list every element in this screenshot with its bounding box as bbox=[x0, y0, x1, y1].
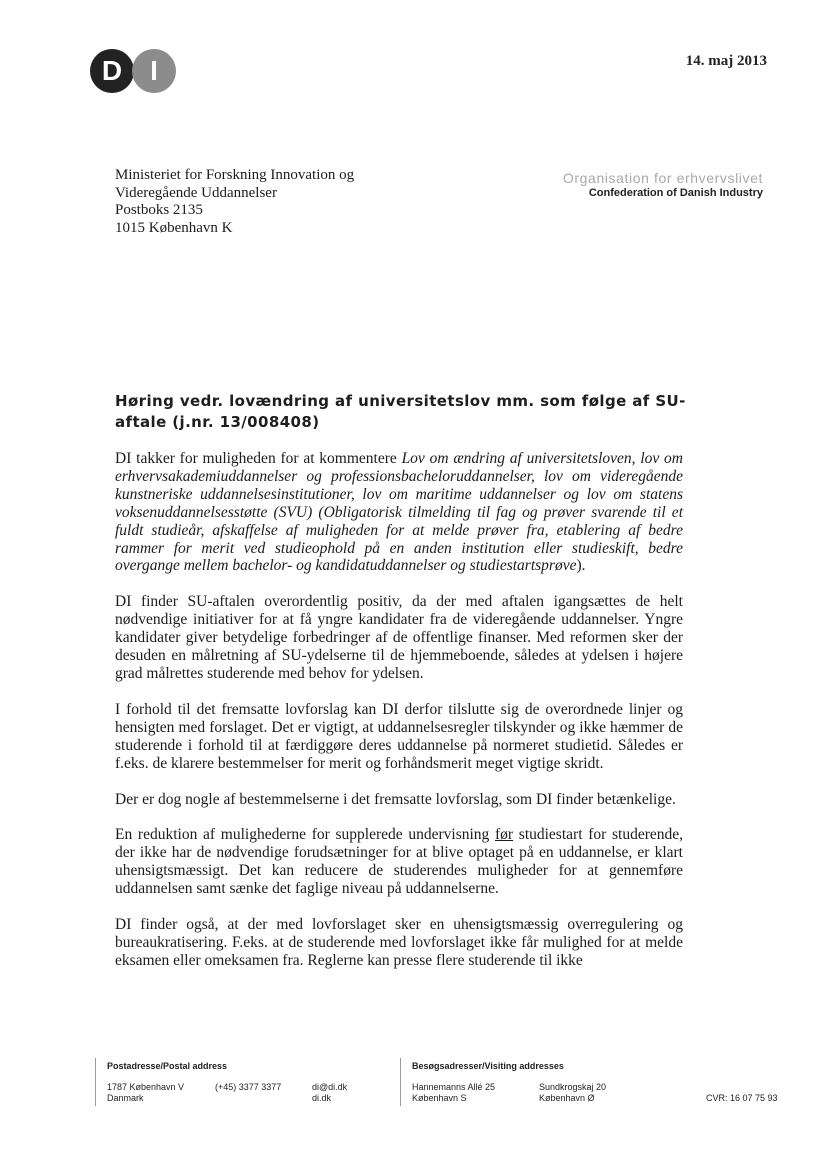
recipient-line: Postboks 2135 bbox=[115, 202, 203, 219]
p1-law-title: Lov om ændring af universitetsloven, lov om erhvervsakademiuddannelser og professionsbacheloruddannelser, lov om videregående kunstneriske uddannelsesinstitutioner, lov om maritime uddannelser og lov om statens voksenuddannelsesstøtte (SVU) (Obligatorisk tilmelding til fag og prøver svarende til et fuldt studieår, afskaffelse af muligheden for at melde prøver fra, etablering af bedre rammer for merit ved studieophold på en anden institution eller studieskift, bedre overgange mellem bachelor- og kandidatuddannelser og studiestartsprøve bbox=[115, 450, 683, 575]
p5-underlined-word: før bbox=[495, 826, 514, 844]
logo-d-circle: D bbox=[90, 49, 134, 93]
paragraph-1 bbox=[115, 450, 683, 575]
postal-city: 1787 København V bbox=[107, 1082, 185, 1092]
website-link[interactable]: di.dk bbox=[312, 1093, 332, 1103]
paragraph-6: DI finder også, at der med lovforslaget sker en uhensigtsmæssig overregulering og bureaukratisering. F.eks. at de studerende med lovforslaget ikke får mulighed for at melde eksamen eller omeksamen fra. Reglerne kan presse flere studerende til ikke bbox=[115, 916, 683, 969]
footer-divider bbox=[400, 1058, 401, 1106]
organisation-block bbox=[563, 170, 763, 199]
visit2-street: Sundkrogskaj 20 bbox=[539, 1082, 607, 1092]
letter-body bbox=[115, 450, 683, 988]
letter-subject bbox=[115, 391, 695, 433]
visit1-city: København S bbox=[412, 1093, 467, 1103]
recipient-address bbox=[115, 167, 354, 237]
visit2-city: København Ø bbox=[539, 1093, 595, 1103]
paragraph-4: Der er dog nogle af bestemmelserne i det fremsatte lovforslag, som DI finder betænkelige. bbox=[115, 790, 676, 808]
cvr-number: CVR: 16 07 75 93 bbox=[706, 1093, 778, 1103]
p1-intro: DI takker for muligheden for at kommentere bbox=[115, 450, 402, 467]
recipient-line: 1015 København K bbox=[115, 219, 233, 236]
subject-line-2: aftale (j.nr. 13/008408) bbox=[115, 413, 320, 431]
visit1-street: Hannemanns Allé 25 bbox=[412, 1082, 496, 1092]
footer-divider bbox=[95, 1058, 96, 1106]
p5-end: studiestart for studerende, der ikke har de nødvendige forudsætninger for at blive optaget på en uddannelse, er klart uhensigtsmæssigt. Det kan reducere de studerendes muligheder for at gennemføre uddannelsen samt sænke det faglige niveau på uddannelserne. bbox=[115, 826, 683, 898]
letter-date: 14. maj 2013 bbox=[685, 53, 767, 69]
letter-footer bbox=[95, 1058, 785, 1108]
p5-start: En reduktion af mulighederne for supplerede undervisning bbox=[115, 826, 495, 844]
logo-i-circle: I bbox=[132, 49, 176, 93]
recipient-line: Videregående Uddannelser bbox=[115, 184, 277, 201]
postal-heading: Postadresse/Postal address bbox=[107, 1061, 228, 1071]
visiting-heading: Besøgsadresser/Visiting addresses bbox=[412, 1061, 564, 1071]
org-tagline: Organisation for erhvervslivet bbox=[562, 170, 763, 186]
di-logo bbox=[90, 49, 178, 93]
recipient-line: Ministeriet for Forskning Innovation og bbox=[115, 167, 355, 183]
subject-line-1: Høring vedr. lovændring af universitetslov mm. som følge af SU- bbox=[115, 392, 686, 410]
org-name-english: Confederation of Danish Industry bbox=[588, 187, 763, 199]
postal-country: Danmark bbox=[107, 1093, 144, 1103]
paragraph-5 bbox=[115, 826, 683, 898]
phone-number: (+45) 3377 3377 bbox=[215, 1082, 282, 1092]
email-address[interactable]: di@di.dk bbox=[312, 1082, 348, 1092]
paragraph-3: I forhold til det fremsatte lovforslag kan DI derfor tilslutte sig de overordnede linjer og hensigten med forslaget. Det er vigtigt, at uddannelsesregler tilskynder og ikke hæmmer de studerende i forhold til at færdiggøre deres uddannelse på normeret studietid. Således er f.eks. de klarere bestemmelser for merit og forhåndsmerit meget vigtige skridt. bbox=[115, 700, 683, 772]
paragraph-2: DI finder SU-aftalen overordentlig positiv, da der med aftalen igangsættes de helt nødvendige initiativer for at få yngre kandidater fra de videregående uddannelser. Yngre kandidater giver betydelige forbedringer af de offentlige finanser. Med reformen sker der desuden en målretning af SU-ydelserne til de hjemmeboende, således at ydelsen i højere grad målrettes studerende med behov for ydelsen. bbox=[115, 593, 683, 682]
p1-end: ). bbox=[576, 557, 586, 575]
